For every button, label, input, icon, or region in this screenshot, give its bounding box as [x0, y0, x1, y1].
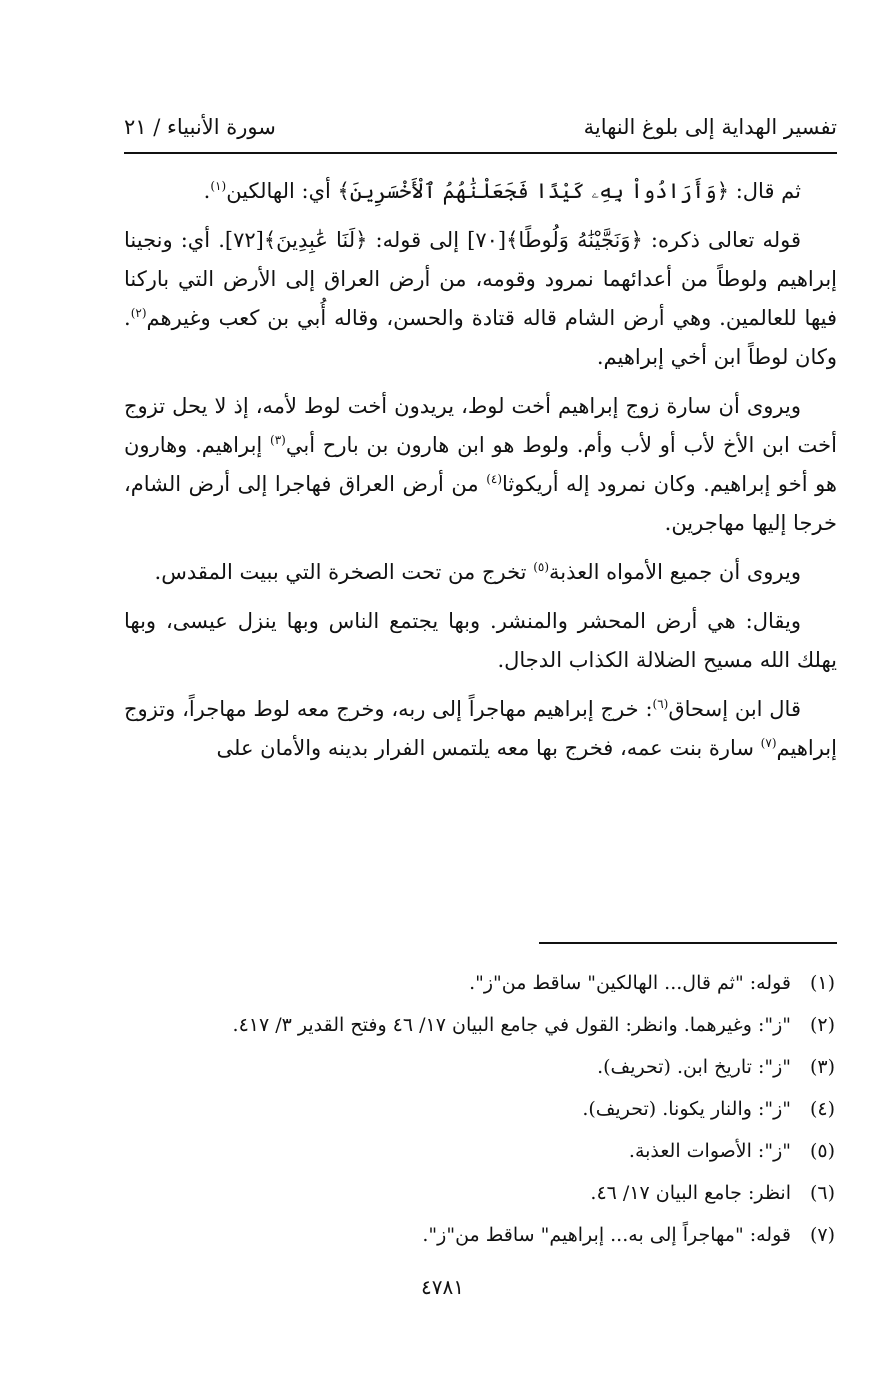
- footnote-number: (٣): [809, 1056, 835, 1078]
- footnote-text: قوله: "ثم قال... الهالكين" ساقط من"ز".: [469, 972, 791, 994]
- book-title: تفسير الهداية إلى بلوغ النهاية: [583, 115, 837, 139]
- footnote-number: (٤): [809, 1098, 835, 1120]
- footnote-number: (٧): [809, 1224, 835, 1246]
- footnote: [124, 1088, 837, 1130]
- footnote-text: "ز": والنار يكونا. (تحريف).: [582, 1098, 791, 1120]
- quran-verse: ﴿لَنَا عَٰبِدِينَ﴾: [263, 228, 368, 252]
- footnote-marker: (١): [210, 179, 227, 193]
- footnote-marker: (٧): [760, 736, 777, 750]
- footnote: [124, 1046, 837, 1088]
- footnote-marker: (٣): [270, 433, 286, 447]
- footnote-text: قوله: "مهاجراً إلى به... إبراهيم" ساقط من"ز".: [422, 1224, 791, 1246]
- footnote-number: (١): [809, 972, 835, 994]
- main-text: [124, 172, 837, 778]
- footnote-marker: (٤): [486, 472, 503, 486]
- footnote-text: "ز": الأصوات العذبة.: [628, 1140, 791, 1162]
- paragraph-3: ويروى أن سارة زوج إبراهيم أخت لوط، يريدون أخت لوط لأمه، إذ لا يحل تزوج أخت ابن الأخ لأب أو لأب وأم. ولوط هو ابن هارون بن بارح أبي$^{(٣)}$ إبراهيم. وهارون هو أخو إبراهيم. وكان نمرود إله أريكوثا$^{(٤)}$ من أرض العراق فهاجرا إلى أرض الشام، خرجا إليها مهاجرين.: [124, 394, 837, 535]
- footnote-marker: (٦): [652, 697, 669, 711]
- footnote: [124, 1214, 837, 1256]
- footnote-number: (٢): [809, 1014, 835, 1036]
- footnote-number: (٥): [809, 1140, 835, 1162]
- footnote-number: (٦): [809, 1182, 835, 1204]
- footnote: [124, 1130, 837, 1172]
- footnote-marker: (٥): [533, 560, 550, 574]
- footnote-text: انظر: جامع البيان ١٧/ ٤٦.: [590, 1182, 791, 1204]
- quran-verse: ﴿وَأَرَادُواْ بِهِۦ كَيْدًا فَجَعَلْنَٰهُمُ ٱلْأَخْسَرِينَ﴾: [337, 179, 730, 203]
- page-number: ٤٧٨١: [421, 1275, 464, 1299]
- quran-verse: ﴿وَنَجَّيْنَٰهُ وَلُوطًا﴾: [506, 228, 643, 252]
- footnotes: [124, 962, 837, 1256]
- paragraph-2: قوله تعالى ذكره: ﴿وَنَجَّيْنَٰهُ وَلُوطًا﴾[٧٠] إلى قوله: ﴿لَنَا عَٰبِدِينَ﴾[٧٢]. أي: ونجينا إبراهيم ولوطاً من أعدائهما نمرود وقومه، من أرض العراق إلى الأرض التي باركنا فيها للعالمين. وهي أرض الشام قاله قتادة والحسن، وقاله أُبي بن كعب وغيرهم$^{(٢)}$. وكان لوطاً ابن أخي إبراهيم.: [124, 228, 837, 369]
- surah-label: سورة الأنبياء / ٢١: [124, 115, 276, 139]
- paragraph-6: قال ابن إسحاق$^{(٦)}$: خرج إبراهيم مهاجراً إلى ربه، وخرج معه لوط مهاجراً، وتزوج إبراهيم$^{(٧)}$ سارة بنت عمه، فخرج بها معه يلتمس الفرار بدينه والأمان على: [124, 697, 837, 760]
- footnote: [124, 1004, 837, 1046]
- footnote-marker: (٢): [130, 306, 147, 320]
- header-divider: [124, 152, 837, 154]
- footnote-divider: [539, 942, 837, 944]
- footnote-text: "ز": تاريخ ابن. (تحريف).: [597, 1056, 791, 1078]
- paragraph-5: ويقال: هي أرض المحشر والمنشر. وبها يجتمع الناس وبها ينزل عيسى، وبها يهلك الله مسيح الضلالة الكذاب الدجال.: [124, 609, 837, 672]
- running-header: [124, 112, 837, 142]
- paragraph-1: ثم قال: ﴿وَأَرَادُواْ بِهِۦ كَيْدًا فَجَعَلْنَٰهُمُ ٱلْأَخْسَرِينَ﴾ أي: الهالكين$^{(١)}$.: [203, 179, 801, 203]
- footnote: [124, 962, 837, 1004]
- footnote-text: "ز": وغيرهما. وانظر: القول في جامع البيان ١٧/ ٤٦ وفتح القدير ٣/ ٤١٧.: [232, 1014, 791, 1036]
- footnote: [124, 1172, 837, 1214]
- paragraph-4: ويروى أن جميع الأمواه العذبة$^{(٥)}$ تخرج من تحت الصخرة التي ببيت المقدس.: [154, 560, 801, 584]
